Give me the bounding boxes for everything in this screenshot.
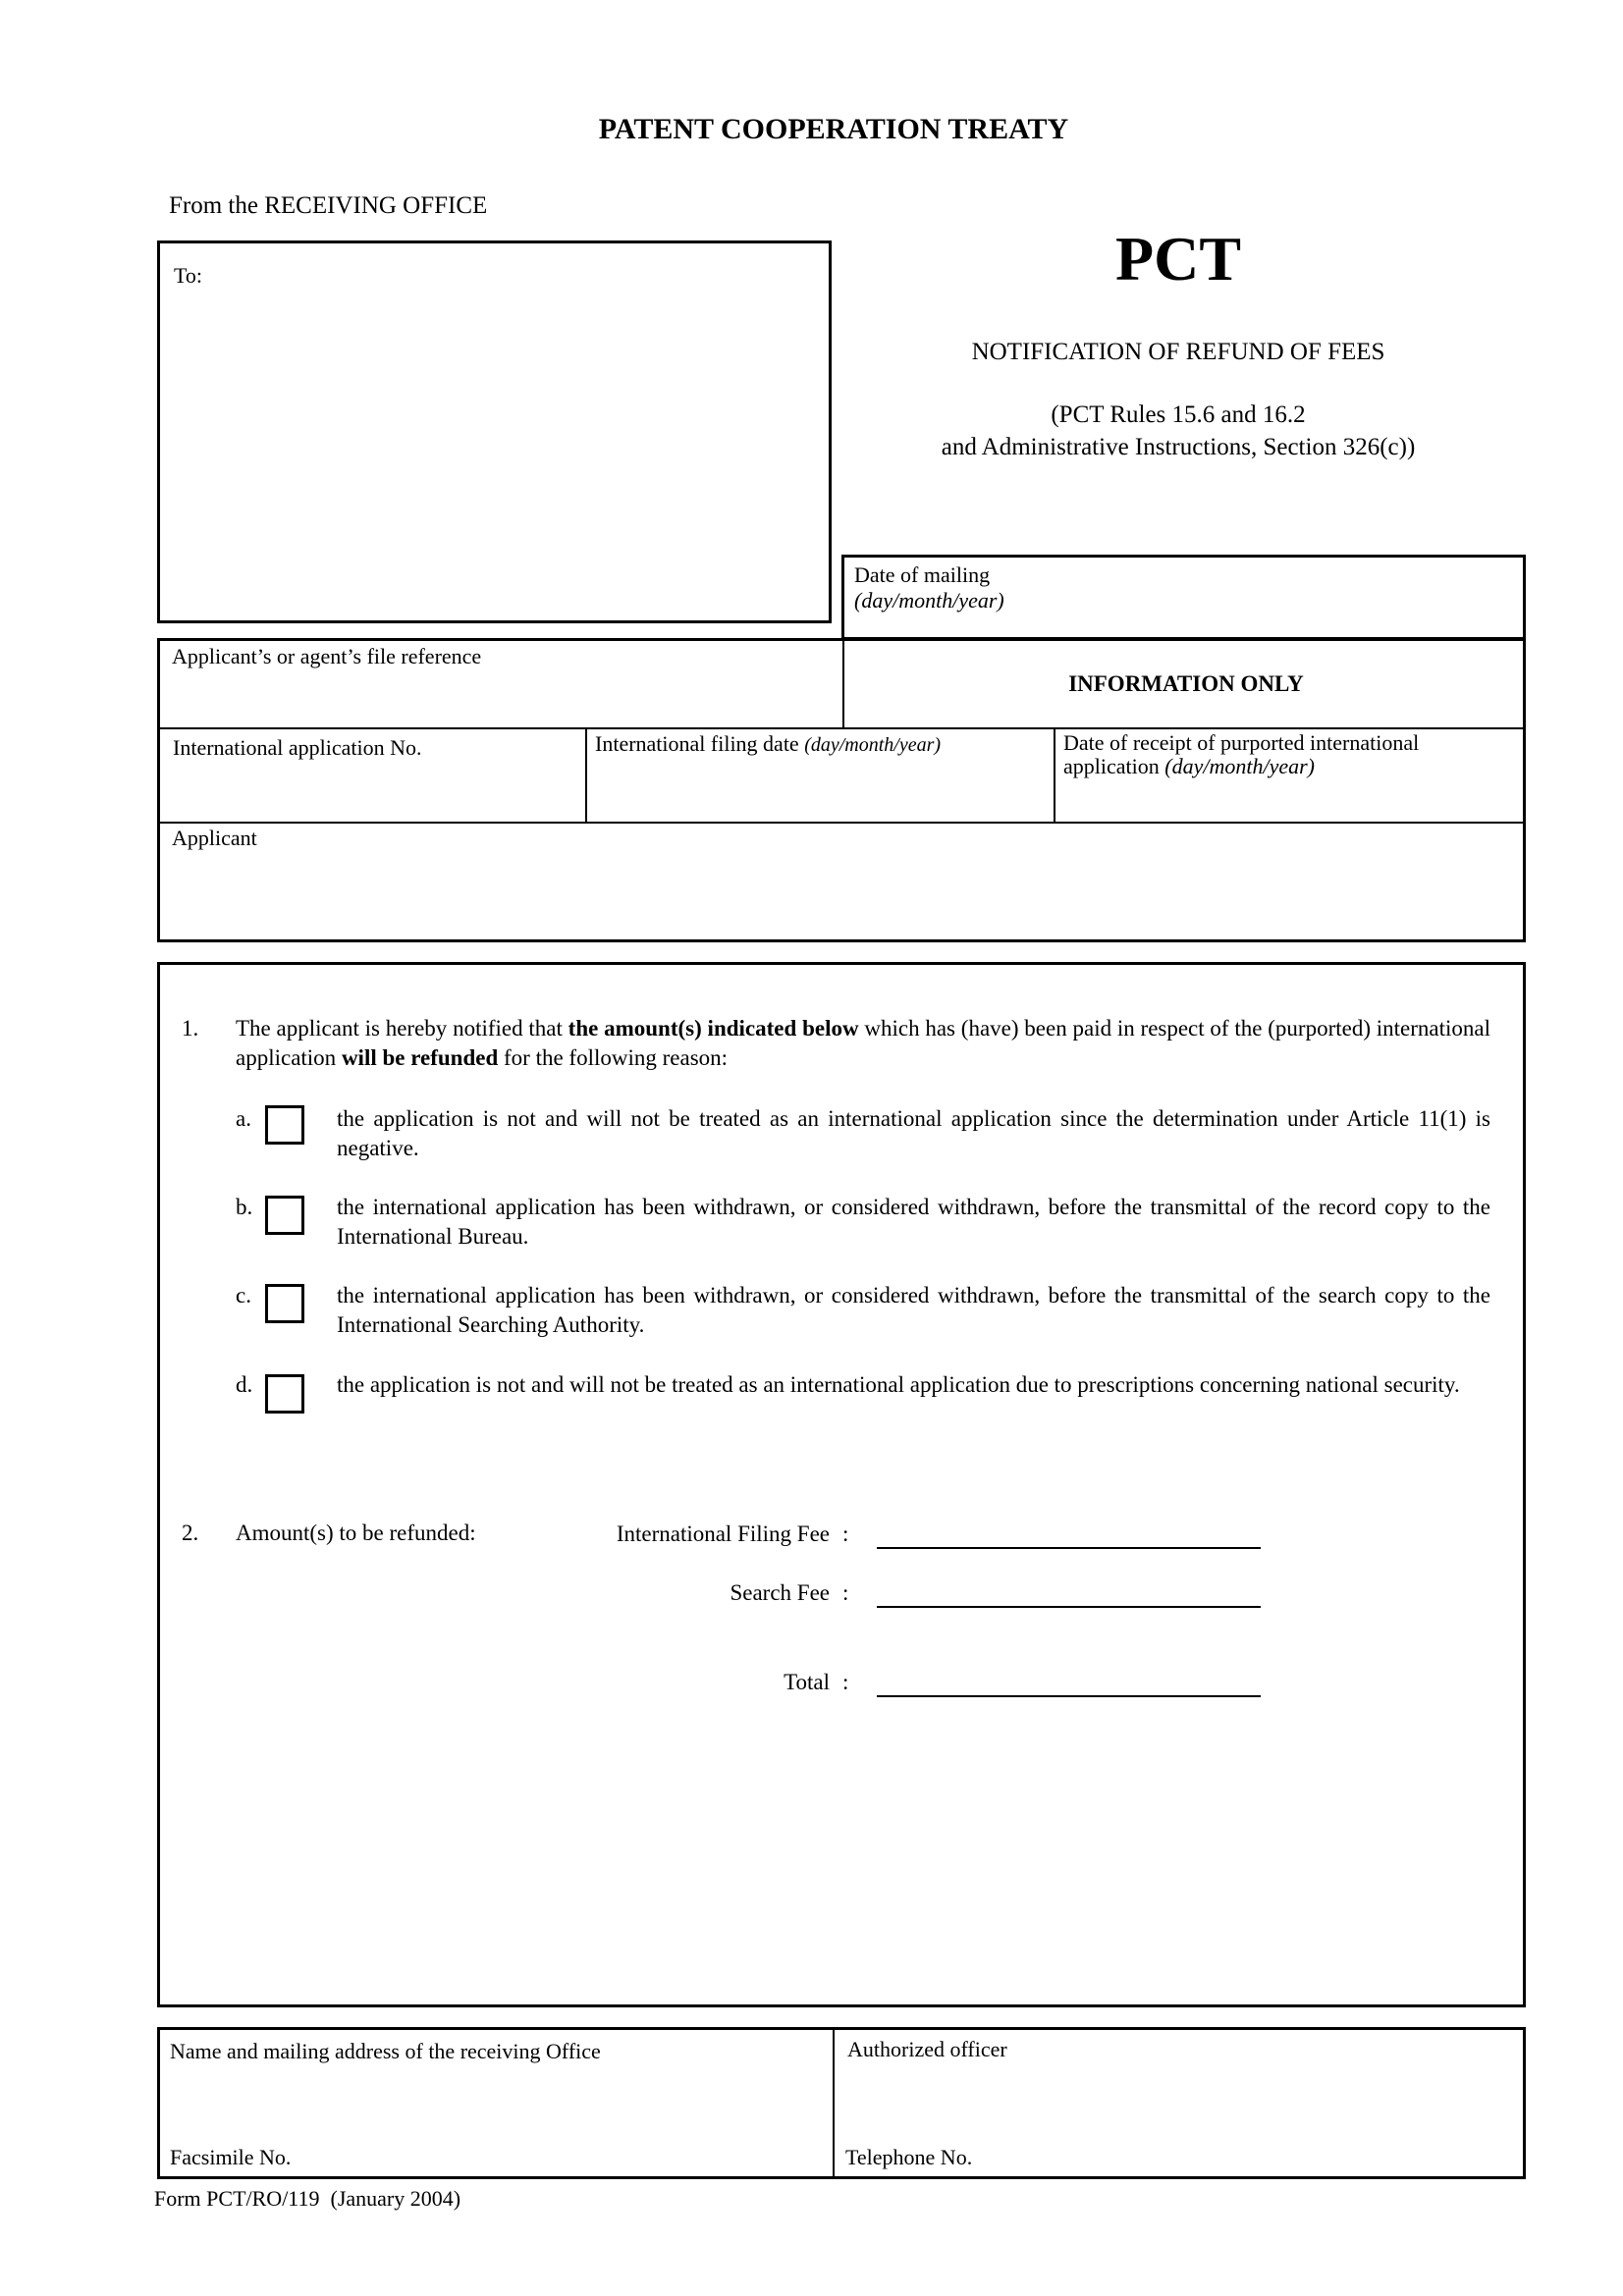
from-receiving-office: From the RECEIVING OFFICE [169,192,488,219]
option-d-checkbox[interactable] [265,1374,304,1414]
divider [833,2027,835,2179]
telephone-label[interactable]: Telephone No. [845,2145,973,2169]
divider [842,638,844,728]
applicant-label[interactable]: Applicant [172,826,257,850]
total-field[interactable] [877,1695,1261,1697]
to-address-box[interactable] [157,240,832,623]
form-title: PATENT COOPERATION TREATY [598,113,1069,145]
information-only-label: INFORMATION ONLY [1068,671,1304,696]
search-fee-label: Search Fee [730,1580,830,1605]
divider [585,727,587,822]
receiving-office-footer-box [157,2027,1526,2179]
option-a-letter: a. [236,1106,251,1131]
section-2-number: 2. [182,1521,199,1545]
divider [157,727,1526,729]
to-label: To: [174,263,203,288]
pct-logo-text: PCT [1115,224,1241,294]
total-label: Total [784,1670,830,1694]
facsimile-label[interactable]: Facsimile No. [170,2145,292,2169]
option-c-checkbox[interactable] [265,1284,304,1323]
section-1-intro: The applicant is hereby notified that the amount(s) indicated below which has (have) been paid in respect of the (purported) international application will be refunded for the following reason: [236,1016,1491,1070]
authorized-officer-label[interactable]: Authorized officer [847,2037,1007,2061]
option-c-text: the international application has been withdrawn, or considered withdrawn, before the transmittal of the search copy to the International Searching Authority. [337,1283,1490,1337]
notification-title: NOTIFICATION OF REFUND OF FEES [971,339,1385,365]
search-fee-field[interactable] [877,1606,1261,1608]
rules-line-1: (PCT Rules 15.6 and 16.2 [1051,401,1306,428]
receipt-date-label[interactable]: Date of receipt of purported international application (day/month/year) [1063,730,1420,778]
divider [1054,727,1055,822]
date-of-mailing-box[interactable] [841,555,1526,640]
option-b-text: the international application has been withdrawn, or considered withdrawn, before the transmittal of the record copy to the International Bureau. [337,1195,1490,1249]
applicant-data-block [157,638,1526,942]
total-colon: : [842,1670,849,1694]
date-of-mailing-label: Date of mailing [854,562,991,587]
receiving-office-address-label[interactable]: Name and mailing address of the receiving Office [170,2039,601,2063]
option-d-text: the application is not and will not be treated as an international application due to prescriptions concerning national security. [337,1372,1460,1397]
international-filing-fee-label: International Filing Fee [616,1522,830,1546]
filing-date-label[interactable]: International filing date (day/month/year) [595,731,942,756]
option-a-text: the application is not and will not be treated as an international application since the determination under Article 11(1) is negative. [337,1106,1490,1160]
amounts-to-be-refunded-label: Amount(s) to be refunded: [236,1521,476,1545]
option-d-letter: d. [236,1372,253,1397]
date-of-mailing-format: (day/month/year) [854,588,1004,613]
international-filing-fee-field[interactable] [877,1547,1261,1549]
divider [157,822,1526,824]
option-c-letter: c. [236,1283,251,1308]
form-identifier: Form PCT/RO/119 (January 2004) [154,2186,461,2211]
rules-line-2: and Administrative Instructions, Section 326(c)) [941,434,1416,460]
file-reference-label[interactable]: Applicant’s or agent’s file reference [172,644,482,668]
option-a-checkbox[interactable] [265,1105,304,1145]
option-b-checkbox[interactable] [265,1196,304,1235]
search-fee-colon: : [842,1580,849,1605]
option-b-letter: b. [236,1195,253,1219]
section-1-number: 1. [182,1016,199,1041]
international-filing-fee-colon: : [842,1522,849,1546]
application-number-label[interactable]: International application No. [173,735,422,760]
